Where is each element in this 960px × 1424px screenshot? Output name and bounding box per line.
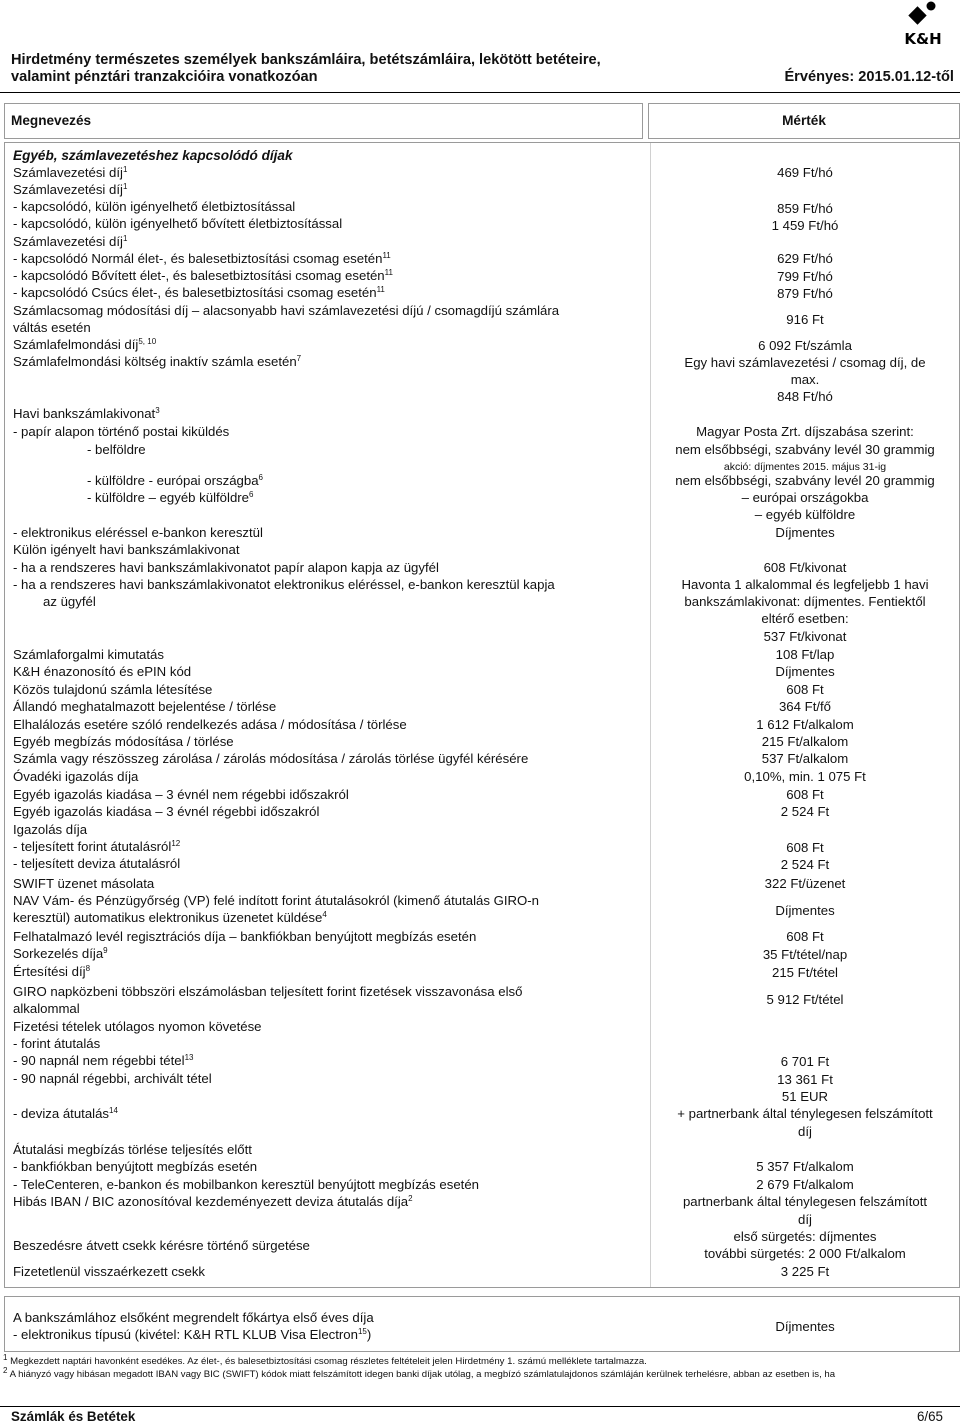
fee-value: 537 Ft/kivonat xyxy=(763,629,847,644)
fee-label xyxy=(13,251,391,267)
fee-label: Elhalálozás esetére szóló rendelkezés adása / módosítása / törlése xyxy=(13,717,407,732)
label-text-end: ) xyxy=(366,1327,372,1342)
fee-value: 35 Ft/tétel/nap xyxy=(762,947,848,962)
fee-label xyxy=(13,1053,193,1069)
fee-label: Beszedésre átvett csekk kérésre történő sürgetése xyxy=(13,1238,310,1253)
fee-value: 608 Ft xyxy=(786,840,824,855)
label-text: - külföldre – egyéb külföldre xyxy=(87,490,250,505)
fee-label: K&H énazonosító és ePIN kód xyxy=(13,664,192,679)
label-text: Számlavezetési díj xyxy=(13,182,123,197)
footnote-2 xyxy=(3,1366,836,1380)
fee-value: 0,10%, min. 1 075 Ft xyxy=(744,769,866,784)
fee-value: 469 Ft/hó xyxy=(777,165,833,180)
fee-value: Magyar Posta Zrt. díjszabása szerint: xyxy=(696,424,914,439)
fee-value: eltérő esetben: xyxy=(761,611,849,626)
fee-label xyxy=(13,182,127,198)
fee-label: - kapcsolódó, külön igényelhető életbiztosítással xyxy=(13,199,296,214)
footnote-ref: 3 xyxy=(155,406,160,415)
fee-value: 859 Ft/hó xyxy=(777,201,833,216)
section-title: Egyéb, számlavezetéshez kapcsolódó díjak xyxy=(13,148,293,163)
footnote-number: 1 xyxy=(3,1353,8,1362)
fee-value: 5 357 Ft/alkalom xyxy=(756,1159,854,1174)
footnote-ref: 11 xyxy=(376,285,385,294)
fee-label: Egyéb igazolás kiadása – 3 évnél nem régebbi időszakról xyxy=(13,787,349,802)
fee-label: SWIFT üzenet másolata xyxy=(13,876,155,891)
fee-label: Számla vagy részösszeg zárolása / zárolás módosítása / zárolás törlése ügyfél kérésére xyxy=(13,751,529,766)
label-text: Számlafelmondási díj xyxy=(13,337,139,352)
fee-value: díj xyxy=(798,1124,812,1139)
fee-label: - ha a rendszeres havi bankszámlakivonatot elektronikus eléréssel, e-bankon keresztül kapja xyxy=(13,577,555,592)
fee-label: GIRO napközbeni többszöri elszámolásban teljesített forint fizetések visszavonása első xyxy=(13,984,523,999)
label-text: - kapcsolódó Csúcs élet-, és balesetbiztosítási csomag esetén xyxy=(13,285,377,300)
fee-label: - bankfiókban benyújtott megbízás esetén xyxy=(13,1159,258,1174)
fee-value: 3 225 Ft xyxy=(780,1264,830,1279)
fee-value: 1 459 Ft/hó xyxy=(771,218,839,233)
label-text: - teljesített forint átutalásról xyxy=(13,839,172,854)
fee-label: Fizetetlenül visszaérkezett csekk xyxy=(13,1264,206,1279)
footnote-ref: 12 xyxy=(171,839,181,848)
card-fee-sublabel xyxy=(13,1327,371,1343)
fee-label xyxy=(13,337,156,353)
fee-value: további sürgetés: 2 000 Ft/alkalom xyxy=(704,1246,906,1261)
kh-logo xyxy=(892,0,954,48)
footnote-ref: 5, 10 xyxy=(138,337,157,346)
fee-value: 799 Ft/hó xyxy=(777,269,833,284)
fee-value: 916 Ft xyxy=(786,312,824,327)
fee-value: bankszámlakivonat: díjmentes. Fentiektől xyxy=(684,594,926,609)
fee-value: első sürgetés: díjmentes xyxy=(733,1229,877,1244)
fee-value: 608 Ft/kivonat xyxy=(763,560,847,575)
fee-value: Díjmentes xyxy=(775,664,835,679)
fee-label: váltás esetén xyxy=(13,320,91,335)
fee-label: - elektronikus eléréssel e-bankon keresztül xyxy=(13,525,263,540)
fee-label xyxy=(13,406,160,422)
fee-value: Havonta 1 alkalommal és legfeljebb 1 havi xyxy=(681,577,929,592)
footnote-ref: 1 xyxy=(122,165,128,174)
fee-label xyxy=(13,839,180,855)
column-header-value xyxy=(648,103,960,139)
fee-value: 2 679 Ft/alkalom xyxy=(756,1177,854,1192)
label-text: Hibás IBAN / BIC azonosítóval kezdeményezett deviza átutalás díja xyxy=(13,1194,409,1209)
fee-label: Óvadéki igazolás díja xyxy=(13,769,139,784)
fee-value: Egy havi számlavezetési / csomag díj, de xyxy=(684,355,926,370)
fee-value: – egyéb külföldre xyxy=(754,507,856,522)
fee-value: partnerbank által ténylegesen felszámított xyxy=(682,1194,928,1209)
fee-value: 108 Ft/lap xyxy=(775,647,835,662)
footnote-ref: 4 xyxy=(322,910,327,919)
footnote-1 xyxy=(3,1353,647,1367)
fee-value: 848 Ft/hó xyxy=(777,389,833,404)
fee-label xyxy=(13,1106,118,1122)
fee-label xyxy=(13,946,108,962)
fee-value: 879 Ft/hó xyxy=(777,286,833,301)
fee-value: nem elsőbbségi, szabvány levél 30 grammig xyxy=(675,442,935,457)
footnote-ref: 1 xyxy=(122,234,128,243)
document-title xyxy=(11,52,601,86)
fee-label: - kapcsolódó, külön igényelhető bővített életbiztosítással xyxy=(13,216,343,231)
label-text: - kapcsolódó Normál élet-, és balesetbiztosítási csomag esetén xyxy=(13,251,383,266)
column-separator xyxy=(650,143,651,1287)
fee-label: - papír alapon történő postai kiküldés xyxy=(13,424,230,439)
fee-value: – európai országokba xyxy=(741,490,869,505)
title-line-2: valamint pénztári tranzakcióira vonatkozóan xyxy=(11,69,318,85)
footnote-text: Megkezdett naptári havonként esedékes. Az élet-, és balesetbiztosítási csomag részletes feltételeit jelen Hirdetmény 1. számú melléklete tartalmazza. xyxy=(10,1356,647,1367)
label-text: - 90 napnál nem régebbi tétel xyxy=(13,1053,185,1068)
fee-label xyxy=(13,1194,413,1210)
fee-label: Számlacsomag módosítási díj – alacsonyabb havi számlavezetési díjú / csomagdíjú számlára xyxy=(13,303,560,318)
card-fee-value: Díjmentes xyxy=(775,1319,835,1334)
fee-label: NAV Vám- és Pénzügyőrség (VP) felé indított forint átutalásokról (kimenő átutalás GIRO-n xyxy=(13,893,540,908)
fee-label: Felhatalmazó levél regisztrációs díja – bankfiókban benyújtott megbízás esetén xyxy=(13,929,477,944)
fee-label xyxy=(13,234,127,250)
fee-label: - forint átutalás xyxy=(13,1036,101,1051)
footnote-ref: 9 xyxy=(103,946,108,955)
label-text: - elektronikus típusú (kivétel: K&H RTL KLUB Visa Electron xyxy=(13,1327,358,1342)
fee-value: 364 Ft/fő xyxy=(778,699,832,714)
label-text: Értesítési díj xyxy=(13,964,86,979)
footer-section: Számlák és Betétek xyxy=(11,1409,136,1424)
fee-label: - 90 napnál régebbi, archivált tétel xyxy=(13,1071,212,1086)
card-fee-box xyxy=(4,1296,960,1352)
fee-label: alkalommal xyxy=(13,1001,80,1016)
page-number: 6/65 xyxy=(916,1409,943,1424)
title-line-1: Hirdetmény természetes személyek bankszámláira, betétszámláira, lekötött betéteire, xyxy=(11,52,601,68)
label-text: - deviza átutalás xyxy=(13,1106,110,1121)
fee-value: 629 Ft/hó xyxy=(777,251,833,266)
column-header-value-label: Mérték xyxy=(782,113,826,128)
fee-value: 6 701 Ft xyxy=(780,1054,830,1069)
footer-rule xyxy=(0,1406,960,1407)
label-text: Számlavezetési díj xyxy=(13,165,123,180)
fee-label: - TeleCenteren, e-bankon és mobilbankon keresztül benyújtott megbízás esetén xyxy=(13,1177,479,1192)
fee-value: 322 Ft/üzenet xyxy=(764,876,846,891)
footnote-number: 2 xyxy=(3,1366,8,1375)
fee-label xyxy=(13,285,385,301)
fee-label: - ha a rendszeres havi bankszámlakivonatot papír alapon kapja az ügyfél xyxy=(13,560,439,575)
card-fee-label: A bankszámlához elsőként megrendelt főkártya első éves díja xyxy=(13,1310,374,1325)
label-text: Sorkezelés díja xyxy=(13,946,104,961)
fee-label: - belföldre xyxy=(87,442,146,457)
fee-value: Díjmentes xyxy=(775,903,835,918)
fee-label: Egyéb megbízás módosítása / törlése xyxy=(13,734,234,749)
footnote-ref: 14 xyxy=(109,1106,118,1115)
label-text: - külföldre - európai országba xyxy=(87,473,259,488)
fee-label: Fizetési tételek utólagos nyomon követése xyxy=(13,1019,262,1034)
fee-value: díj xyxy=(798,1212,812,1227)
fee-value: 6 092 Ft/számla xyxy=(758,338,852,353)
fee-label xyxy=(13,354,301,370)
label-text: Havi bankszámlakivonat xyxy=(13,406,156,421)
fee-value: max. xyxy=(790,372,820,387)
header-rule xyxy=(0,92,960,93)
label-text: Számlavezetési díj xyxy=(13,234,123,249)
logo-text: K&H xyxy=(904,30,942,48)
fee-value: 2 524 Ft xyxy=(780,804,830,819)
footnote-ref: 8 xyxy=(85,964,91,973)
fee-value: + partnerbank által ténylegesen felszámított xyxy=(677,1106,933,1121)
footnote-ref: 11 xyxy=(384,268,393,277)
fee-label xyxy=(13,268,393,284)
fee-label: Külön igényelt havi bankszámlakivonat xyxy=(13,542,240,557)
footnote-ref: 1 xyxy=(122,182,128,191)
footnote-ref: 11 xyxy=(382,251,391,260)
fee-label: Átutalási megbízás törlése teljesítés előtt xyxy=(13,1142,252,1157)
label-text: - kapcsolódó Bővített élet-, és balesetbiztosítási csomag esetén xyxy=(13,268,385,283)
fee-label: Közös tulajdonú számla létesítése xyxy=(13,682,213,697)
validity-date: Érvényes: 2015.01.12-től xyxy=(784,69,954,85)
footnote-ref: 7 xyxy=(296,354,302,363)
fee-label: - teljesített deviza átutalásról xyxy=(13,856,181,871)
column-header-name xyxy=(4,103,643,139)
footnote-ref: 13 xyxy=(184,1053,194,1062)
footnote-ref: 15 xyxy=(357,1327,367,1336)
label-text: keresztül) automatikus elektronikus üzenetet küldése xyxy=(13,910,323,925)
promo-note: akció: díjmentes 2015. május 31-ig xyxy=(723,461,887,473)
fee-value: 13 361 Ft xyxy=(777,1072,833,1087)
footnote-ref: 2 xyxy=(408,1194,413,1203)
kh-logo-icon xyxy=(892,0,954,30)
fee-label xyxy=(13,964,90,980)
fee-label: Számlaforgalmi kimutatás xyxy=(13,647,164,662)
fee-value: 2 524 Ft xyxy=(780,857,830,872)
fee-label xyxy=(13,910,327,926)
fee-label: Igazolás díja xyxy=(13,822,88,837)
fee-value: 608 Ft xyxy=(786,682,824,697)
fee-label xyxy=(87,490,253,506)
fee-label xyxy=(13,165,127,181)
fee-label: az ügyfél xyxy=(43,594,96,609)
fee-value: 215 Ft/tétel xyxy=(772,965,838,980)
fee-value: 608 Ft xyxy=(786,929,824,944)
fee-label: Állandó meghatalmazott bejelentése / törlése xyxy=(13,699,277,714)
fee-label xyxy=(87,473,263,489)
footnote-text: A hiányzó vagy hibásan megadott IBAN vagy BIC (SWIFT) kódok miatt felszámított idegen banki díjak utólag, a megbízó számlatulajdonos számláján kerülnek terhelésre, abban az esetben is, ha xyxy=(9,1369,836,1380)
fee-value: Díjmentes xyxy=(775,525,835,540)
fee-value: 5 912 Ft/tétel xyxy=(766,992,844,1007)
fee-value: nem elsőbbségi, szabvány levél 20 grammig xyxy=(675,473,935,488)
fee-value: 1 612 Ft/alkalom xyxy=(756,717,854,732)
fee-value: 608 Ft xyxy=(786,787,824,802)
fee-table xyxy=(4,142,960,1288)
fee-label: Egyéb igazolás kiadása – 3 évnél régebbi időszakról xyxy=(13,804,320,819)
footnote-ref: 6 xyxy=(249,490,254,499)
footnote-ref: 6 xyxy=(258,473,263,482)
label-text: Számlafelmondási költség inaktív számla esetén xyxy=(13,354,297,369)
column-header-name-label: Megnevezés xyxy=(11,113,92,128)
fee-value: 537 Ft/alkalom xyxy=(761,751,849,766)
fee-value: 215 Ft/alkalom xyxy=(761,734,849,749)
fee-value: 51 EUR xyxy=(781,1089,829,1104)
